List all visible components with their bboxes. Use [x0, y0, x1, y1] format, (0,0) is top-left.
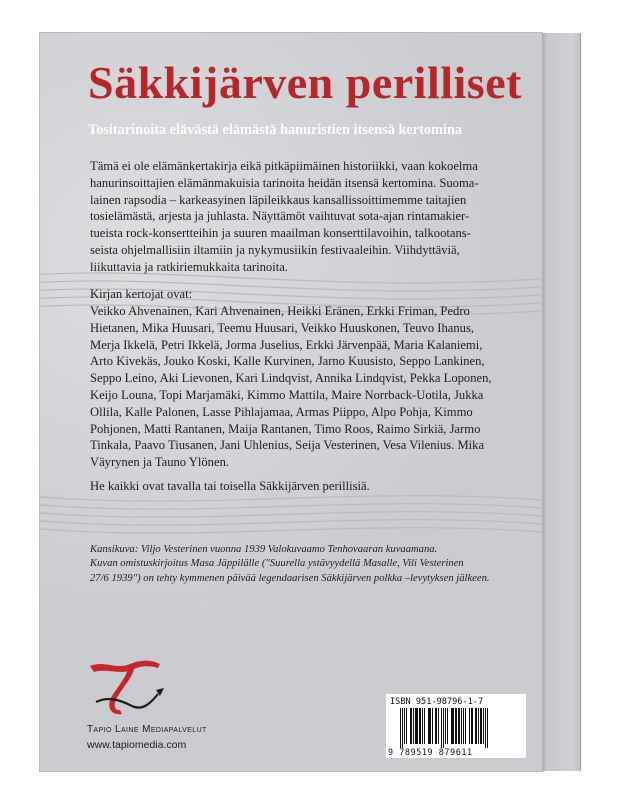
narrators-line: Arto Kivekäs, Jouko Koski, Kalle Kurvinen, Jarno Kuusisto, Seppo Lankinen, [90, 354, 485, 369]
barcode-bar [432, 708, 433, 744]
isbn-barcode-box [386, 694, 526, 758]
barcode-bar [463, 708, 464, 744]
barcode-bar [471, 708, 473, 744]
barcode-bar [438, 708, 439, 744]
barcode-icon [398, 708, 518, 748]
narrators-line: Keijo Louna, Topi Marjamäki, Kimmo Mattila, Maire Norrback-Uotila, Jukka [90, 387, 484, 402]
barcode-bar [445, 708, 446, 744]
description-line: tosielämästä, arjesta ja juhlasta. Näyttämöt vaihtuvat sota-ajan rintamakier- [90, 209, 470, 224]
narrators-line: Tinkala, Paavo Tiusanen, Jani Uhlenius, Seija Vesterinen, Vesa Vilenius. Mika [90, 438, 485, 453]
barcode-bar [413, 708, 414, 744]
barcode-bar [402, 708, 403, 748]
barcode-bar [422, 708, 423, 744]
barcode-bar [461, 708, 462, 744]
book-description [90, 158, 510, 276]
narrators-line: Väyrynen ja Tauno Ylönen. [90, 455, 230, 470]
music-staff-decoration [40, 488, 542, 548]
book-title: Säkkijärven perilliset [88, 57, 522, 108]
description-line: tueista rock-konsertteihin ja suuren maailman konserttilavoihin, talkootans- [90, 226, 471, 241]
publisher-logo-icon [86, 656, 176, 722]
caption-line: 27/6 1939") on tehty kymmenen päivää legendaarisen Säkkijärven polkka –levytyksen jälkeen. [90, 572, 490, 584]
barcode-digits: 9 789519 879611 [388, 747, 473, 757]
narrators-line: Seppo Leino, Aki Lievonen, Kari Lindqvist, Annika Lindqvist, Pekka Loponen, [90, 371, 492, 386]
book-spine [542, 33, 580, 771]
narrators-line: Veikko Ahvenainen, Kari Ahvenainen, Heikki Eränen, Erkki Friman, Pedro [90, 304, 470, 318]
publisher-website-link[interactable]: www.tapiomedia.com [87, 739, 187, 751]
barcode-bar [465, 708, 466, 744]
narrators-list [90, 303, 510, 471]
barcode-bar [415, 708, 418, 744]
narrators-line: Merja Ikkelä, Petri Ikkelä, Jorma Juselius, Erkki Järvenpää, Maria Kalaniemi, [90, 337, 483, 352]
barcode-bar [447, 708, 448, 744]
barcode-bar [424, 708, 425, 744]
book-subtitle: Tositarinoita elävästä elämästä hanuristien itsensä kertomina [88, 122, 462, 138]
barcode-bar [487, 708, 488, 748]
publisher-name: Tapio Laine Mediapalvelut [87, 724, 207, 735]
barcode-bar [480, 708, 482, 744]
cover-photo-caption [90, 543, 520, 586]
narrators-line: Pohjonen, Matti Rantanen, Maija Rantanen, Timo Roos, Raimo Sirkiä, Jarmo [90, 421, 481, 436]
barcode-bar [419, 708, 421, 744]
barcode-bar [451, 708, 454, 744]
caption-line: Kansikuva: Viljo Vesterinen vuonna 1939 Valokuvaamo Tenhovaaran kuvaamana. [90, 544, 438, 555]
description-line: hanurinsoittajien elämänmakuisia tarinoita heidän itsensä kertomina. Suoma- [90, 175, 479, 190]
description-line: Tämä ei ole elämänkertakirja eikä pitkäpiimäinen historiikki, vaan kokoelma [90, 159, 478, 173]
isbn-number: ISBN 951-98796-1-7 [390, 697, 484, 707]
barcode-bar [428, 708, 431, 744]
closing-sentence: He kaikki ovat tavalla tai toisella Säkkijärven perillisiä. [90, 479, 370, 493]
barcode-bar [469, 708, 470, 744]
caption-line: Kuvan omistuskirjoitus Masa Jäppilälle ("Suurella ystävyydellä Masalle, Vili Vesterinen [90, 558, 464, 570]
barcode-bar [455, 708, 457, 744]
barcode-bar [404, 708, 405, 744]
barcode-bar [435, 708, 437, 744]
barcode-bar [443, 708, 444, 748]
barcode-bar [406, 708, 407, 744]
barcode-bar [478, 708, 479, 744]
barcode-bar [410, 708, 412, 744]
description-line: seista ohjelmallisiin iltamiin ja nykymusiikin festivaaleihin. Viihdyttäviä, [90, 242, 460, 257]
narrators-line: Hietanen, Mika Huusari, Teemu Huusari, Veikko Huuskonen, Teuvo Ihanus, [90, 320, 475, 335]
description-line: lainen rapsodia – karkeasyinen läpileikkaus kansallissoittimemme taitajien [90, 192, 467, 207]
barcode-bar [458, 708, 460, 744]
barcode-bar [483, 708, 484, 744]
barcode-bar [475, 708, 477, 744]
barcode-bar [485, 708, 486, 748]
narrators-line: Ollila, Kalle Palonen, Lasse Pihlajamaa, Armas Piippo, Alpo Pohja, Kimmo [90, 404, 473, 419]
barcode-bar [400, 708, 401, 748]
narrators-heading: Kirjan kertojat ovat: [90, 287, 193, 301]
description-line: liikuttavia ja ratkiriemukkaita tarinoita. [90, 259, 288, 274]
barcode-bar [441, 708, 442, 748]
